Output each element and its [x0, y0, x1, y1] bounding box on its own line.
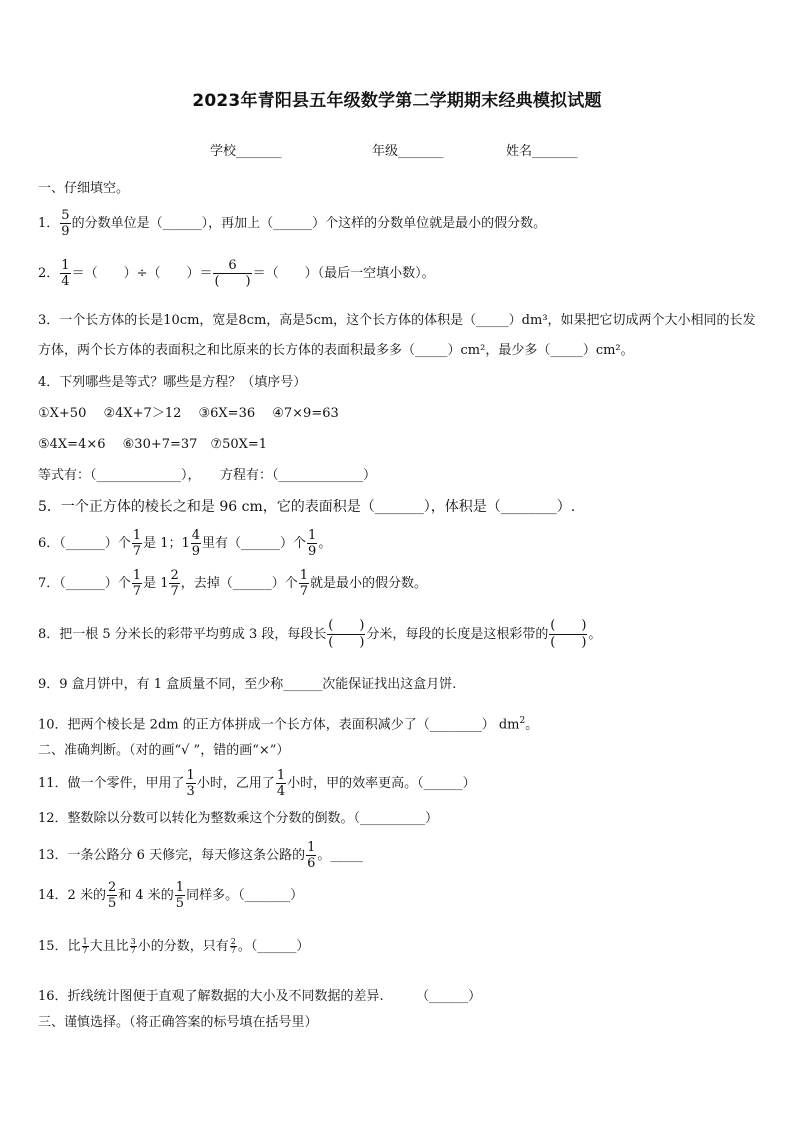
- fraction: $\frac{1}{7}$: [82, 937, 88, 955]
- question-text: 的分数单位是（______），再加上（______）个这样的分数单位就是最小的假分数。: [71, 216, 547, 231]
- fraction: $\frac{1}{9}$: [308, 528, 317, 559]
- grade-field: 年级_______: [372, 144, 444, 159]
- fraction: $\frac{5}{9}$: [61, 208, 70, 239]
- question-12: 12．整数除以分数可以转化为整数乘这个分数的倒数。（__________）: [38, 811, 439, 826]
- fraction-blank: $\frac{6}{( )}$: [214, 258, 251, 289]
- question-9: 9．9 盒月饼中，有 1 盒质量不同，至少称______次能保证找出这盒月饼.: [38, 677, 457, 692]
- fraction-blank: ( ) ( ): [328, 618, 365, 650]
- fraction: $\frac{1}{4}$: [61, 258, 70, 289]
- question-14: 14．2 米的 $\frac{2}{5}$ 和 4 米的 $\frac{1}{5}$ 同样多。（_______）: [38, 880, 304, 911]
- fraction: $\frac{1}{7}$: [132, 528, 142, 559]
- fraction: $\frac{1}{6}$: [307, 840, 316, 871]
- question-8: 8．把一根 5 分米长的彩带平均剪成 3 段，每段长 ( ) ( ) 分米，每段的长度是这根彩带的 ( ) ( ) 。: [38, 618, 602, 650]
- fraction: $\frac{1}{5}$: [175, 880, 185, 911]
- question-11: 11．做一个零件，甲用了 $\frac{1}{3}$ 小时，乙用了 $\frac{1}{4}$ 小时，甲的效率更高。（______）: [38, 768, 476, 799]
- question-15: 15．比 $\frac{1}{7}$ 大且比 $\frac{3}{7}$ 小的分数，只有 $\frac{2}{7}$ 。（______）: [38, 937, 310, 955]
- fraction: $\frac{4}{9}$: [191, 528, 201, 559]
- question-4: 4．下列哪些是等式？哪些是方程？（填序号）: [38, 375, 307, 390]
- fraction: $\frac{3}{7}$: [130, 937, 136, 955]
- question-7: 7．（______）个 $\frac{1}{7}$ 是 1 $\frac{2}{7}$ ，去掉（______）个 $\frac{1}{7}$ 就是最小的假分数。: [38, 568, 428, 599]
- question-13: 13．一条公路分 6 天修完，每天修这条公路的 $\frac{1}{6}$ 。_____: [38, 840, 363, 871]
- section-heading-1: 一、仔细填空。: [38, 181, 130, 196]
- fraction: $\frac{2}{5}$: [107, 880, 117, 911]
- question-16: 16．折线统计图便于直观了解数据的大小及不同数据的差异. （______）: [38, 989, 482, 1004]
- question-4-options-row-2: ⑤4X=4×6 ⑥30+7=37 ⑦50X=1: [38, 437, 268, 452]
- fraction: $\frac{1}{7}$: [132, 568, 142, 599]
- question-4-options-row-1: ①X+50 ②4X+7＞12 ③6X=36 ④7×9=63: [38, 406, 339, 421]
- fraction: $\frac{1}{7}$: [299, 568, 309, 599]
- question-3: 3．一个长方体的长是10cm，宽是8cm，高是5cm，这个长方体的体积是（_____）dm³，如果把它切成两个大小相同的长发方体，两个长方体的表面积之和比原来的长方体的表面积最多多（_____）cm²，最少多（_____）cm²。: [38, 313, 756, 358]
- school-field: 学校_______: [210, 144, 282, 159]
- name-field: 姓名_______: [506, 144, 578, 159]
- section-heading-2: 二、准确判断。（对的画“√ ”，错的画“×”）: [38, 743, 290, 758]
- exam-title: 2023年青阳县五年级数学第二学期期末经典模拟试题: [192, 91, 602, 111]
- question-10: 10．把两个棱长是 2dm 的正方体拼成一个长方体，表面积减少了（________） $dm^2$。: [38, 716, 539, 733]
- question-5: 5．一个正方体的棱长之和是 96 cm，它的表面积是（_______），体积是（________）.: [38, 499, 576, 515]
- fraction: $\frac{2}{7}$: [230, 937, 236, 955]
- fraction-blank: ( ) ( ): [550, 618, 587, 650]
- fraction: $\frac{1}{3}$: [186, 768, 195, 799]
- question-number: 1．: [38, 216, 60, 231]
- fraction: $\frac{1}{4}$: [276, 768, 286, 799]
- section-heading-3: 三、谨慎选择。（将正确答案的标号填在括号里）: [38, 1015, 318, 1030]
- fraction: $\frac{2}{7}$: [170, 568, 179, 599]
- question-6: 6．（______）个 $\frac{1}{7}$ 是 1；1 $\frac{4}{9}$ 里有（______）个 $\frac{1}{9}$ 。: [38, 528, 332, 559]
- question-1: [38, 208, 546, 239]
- question-4-answer-row: 等式有：（_____________）， 方程有：（_____________）: [38, 468, 377, 483]
- question-2: 2． $\frac{1}{4}$ ＝（ ）÷（ ）＝ $\frac{6}{( )}$ ＝（ ）（最后一空填小数）。: [38, 258, 435, 289]
